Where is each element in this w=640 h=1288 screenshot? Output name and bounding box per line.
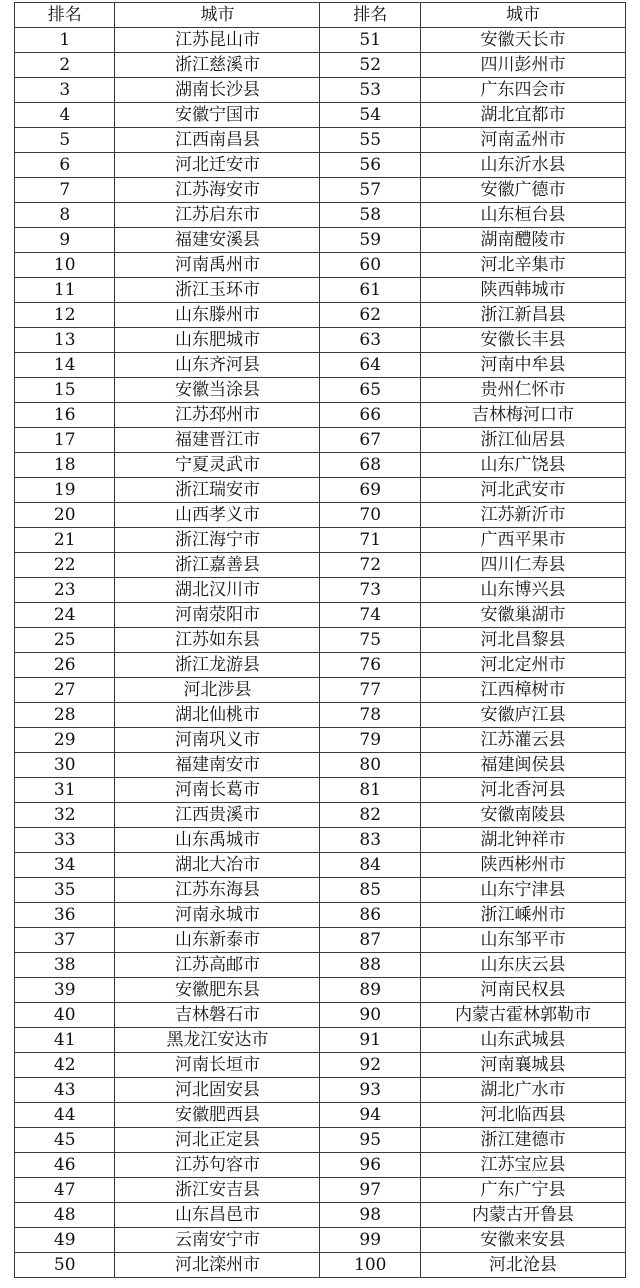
- table-row: [15, 1103, 626, 1128]
- city-cell: 江苏新沂市: [420, 503, 625, 528]
- city-cell: 江苏昆山市: [115, 28, 320, 53]
- rank-cell: 92: [320, 1053, 420, 1078]
- rank-cell: 93: [320, 1078, 420, 1103]
- table-row: [15, 328, 626, 353]
- city-cell: 湖北钟祥市: [420, 828, 625, 853]
- city-cell: 河南巩义市: [115, 728, 320, 753]
- header-row: [15, 3, 626, 28]
- city-cell: 浙江龙游县: [115, 653, 320, 678]
- city-cell: 山东滕州市: [115, 303, 320, 328]
- table-row: [15, 778, 626, 803]
- rank-cell: 69: [320, 478, 420, 503]
- rank-cell: 45: [15, 1128, 115, 1153]
- table-row: [15, 303, 626, 328]
- city-cell: 陕西韩城市: [420, 278, 625, 303]
- table-row: [15, 478, 626, 503]
- table-row: [15, 403, 626, 428]
- rank-cell: 62: [320, 303, 420, 328]
- city-cell: 浙江建德市: [420, 1128, 625, 1153]
- rank-cell: 43: [15, 1078, 115, 1103]
- rank-cell: 65: [320, 378, 420, 403]
- city-cell: 广西平果市: [420, 528, 625, 553]
- city-cell: 湖北宜都市: [420, 103, 625, 128]
- rank-cell: 2: [15, 53, 115, 78]
- table-row: [15, 1003, 626, 1028]
- city-cell: 广东广宁县: [420, 1178, 625, 1203]
- table-row: [15, 1128, 626, 1153]
- city-cell: 安徽来安县: [420, 1228, 625, 1253]
- city-cell: 湖北汉川市: [115, 578, 320, 603]
- city-cell: 安徽天长市: [420, 28, 625, 53]
- rank-cell: 71: [320, 528, 420, 553]
- rank-cell: 56: [320, 153, 420, 178]
- city-cell: 内蒙古开鲁县: [420, 1203, 625, 1228]
- city-cell: 福建南安市: [115, 753, 320, 778]
- table-row: [15, 553, 626, 578]
- table-row: [15, 928, 626, 953]
- table-row: [15, 453, 626, 478]
- table-row: [15, 1078, 626, 1103]
- city-cell: 安徽长丰县: [420, 328, 625, 353]
- rank-cell: 1: [15, 28, 115, 53]
- rank-cell: 26: [15, 653, 115, 678]
- city-cell: 四川仁寿县: [420, 553, 625, 578]
- rank-cell: 18: [15, 453, 115, 478]
- city-cell: 河北辛集市: [420, 253, 625, 278]
- rank-cell: 3: [15, 78, 115, 103]
- rank-cell: 68: [320, 453, 420, 478]
- rank-cell: 74: [320, 603, 420, 628]
- table-row: [15, 578, 626, 603]
- table-row: [15, 1203, 626, 1228]
- table-row: [15, 78, 626, 103]
- city-cell: 山西孝义市: [115, 503, 320, 528]
- rank-cell: 98: [320, 1203, 420, 1228]
- city-cell: 湖南长沙县: [115, 78, 320, 103]
- rank-cell: 30: [15, 753, 115, 778]
- rank-cell: 10: [15, 253, 115, 278]
- rank-cell: 84: [320, 853, 420, 878]
- table-row: [15, 753, 626, 778]
- city-cell: 江苏句容市: [115, 1153, 320, 1178]
- table-row: [15, 253, 626, 278]
- rank-cell: 44: [15, 1103, 115, 1128]
- table-row: [15, 203, 626, 228]
- rank-cell: 38: [15, 953, 115, 978]
- city-cell: 河北昌黎县: [420, 628, 625, 653]
- rank-cell: 52: [320, 53, 420, 78]
- rank-cell: 27: [15, 678, 115, 703]
- city-cell: 陕西彬州市: [420, 853, 625, 878]
- city-cell: 安徽肥东县: [115, 978, 320, 1003]
- rank-cell: 40: [15, 1003, 115, 1028]
- rank-cell: 54: [320, 103, 420, 128]
- rank-cell: 14: [15, 353, 115, 378]
- city-cell: 河南永城市: [115, 903, 320, 928]
- rank-cell: 82: [320, 803, 420, 828]
- city-cell: 浙江海宁市: [115, 528, 320, 553]
- rank-cell: 53: [320, 78, 420, 103]
- rank-cell: 60: [320, 253, 420, 278]
- city-cell: 江苏邳州市: [115, 403, 320, 428]
- city-cell: 山东桓台县: [420, 203, 625, 228]
- city-cell: 安徽巢湖市: [420, 603, 625, 628]
- table-row: [15, 353, 626, 378]
- city-cell: 河北临西县: [420, 1103, 625, 1128]
- table-row: [15, 28, 626, 53]
- rank-cell: 19: [15, 478, 115, 503]
- rank-cell: 75: [320, 628, 420, 653]
- rank-cell: 64: [320, 353, 420, 378]
- city-cell: 浙江慈溪市: [115, 53, 320, 78]
- city-cell: 河北香河县: [420, 778, 625, 803]
- rank-cell: 78: [320, 703, 420, 728]
- city-cell: 安徽宁国市: [115, 103, 320, 128]
- city-cell: 贵州仁怀市: [420, 378, 625, 403]
- city-cell: 江西樟树市: [420, 678, 625, 703]
- rank-cell: 72: [320, 553, 420, 578]
- table-row: [15, 128, 626, 153]
- city-cell: 河北武安市: [420, 478, 625, 503]
- city-cell: 河南襄城县: [420, 1053, 625, 1078]
- table-row: [15, 728, 626, 753]
- city-cell: 安徽肥西县: [115, 1103, 320, 1128]
- city-cell: 浙江仙居县: [420, 428, 625, 453]
- rank-cell: 15: [15, 378, 115, 403]
- city-cell: 湖南醴陵市: [420, 228, 625, 253]
- city-cell: 河北涉县: [115, 678, 320, 703]
- city-cell: 山东肥城市: [115, 328, 320, 353]
- city-cell: 河南荥阳市: [115, 603, 320, 628]
- city-cell: 浙江瑞安市: [115, 478, 320, 503]
- table-row: [15, 653, 626, 678]
- city-cell: 河北沧县: [420, 1253, 625, 1278]
- rank-cell: 89: [320, 978, 420, 1003]
- city-cell: 山东博兴县: [420, 578, 625, 603]
- city-cell: 福建闽侯县: [420, 753, 625, 778]
- table-row: [15, 628, 626, 653]
- rank-cell: 58: [320, 203, 420, 228]
- rank-cell: 66: [320, 403, 420, 428]
- rank-cell: 42: [15, 1053, 115, 1078]
- rank-cell: 59: [320, 228, 420, 253]
- rank-cell: 4: [15, 103, 115, 128]
- table-row: [15, 228, 626, 253]
- city-cell: 浙江嵊州市: [420, 903, 625, 928]
- table-row: [15, 878, 626, 903]
- city-cell: 江苏宝应县: [420, 1153, 625, 1178]
- city-cell: 湖北仙桃市: [115, 703, 320, 728]
- rank-cell: 86: [320, 903, 420, 928]
- rank-cell: 39: [15, 978, 115, 1003]
- rank-cell: 8: [15, 203, 115, 228]
- rank-cell: 13: [15, 328, 115, 353]
- rank-cell: 88: [320, 953, 420, 978]
- city-cell: 山东沂水县: [420, 153, 625, 178]
- rank-cell: 25: [15, 628, 115, 653]
- table-row: [15, 278, 626, 303]
- city-cell: 河北迁安市: [115, 153, 320, 178]
- table-row: [15, 1028, 626, 1053]
- table-row: [15, 1153, 626, 1178]
- city-cell: 浙江玉环市: [115, 278, 320, 303]
- rank-cell: 41: [15, 1028, 115, 1053]
- city-cell: 山东昌邑市: [115, 1203, 320, 1228]
- rank-cell: 17: [15, 428, 115, 453]
- rank-cell: 97: [320, 1178, 420, 1203]
- rank-cell: 48: [15, 1203, 115, 1228]
- table-row: [15, 703, 626, 728]
- rank-cell: 20: [15, 503, 115, 528]
- city-cell: 河南民权县: [420, 978, 625, 1003]
- rank-cell: 67: [320, 428, 420, 453]
- rank-cell: 35: [15, 878, 115, 903]
- city-cell: 江苏高邮市: [115, 953, 320, 978]
- rank-cell: 57: [320, 178, 420, 203]
- rank-cell: 16: [15, 403, 115, 428]
- rank-cell: 83: [320, 828, 420, 853]
- rank-cell: 33: [15, 828, 115, 853]
- city-cell: 河南长葛市: [115, 778, 320, 803]
- city-cell: 山东新泰市: [115, 928, 320, 953]
- table-row: [15, 603, 626, 628]
- table-row: [15, 378, 626, 403]
- rank-cell: 28: [15, 703, 115, 728]
- table-row: [15, 528, 626, 553]
- city-cell: 吉林梅河口市: [420, 403, 625, 428]
- city-cell: 山东禹城市: [115, 828, 320, 853]
- city-cell: 河南禹州市: [115, 253, 320, 278]
- city-cell: 宁夏灵武市: [115, 453, 320, 478]
- rank-cell: 47: [15, 1178, 115, 1203]
- rank-cell: 55: [320, 128, 420, 153]
- city-cell: 黑龙江安达市: [115, 1028, 320, 1053]
- rank-cell: 49: [15, 1228, 115, 1253]
- city-cell: 河南中牟县: [420, 353, 625, 378]
- rank-cell: 7: [15, 178, 115, 203]
- city-cell: 福建晋江市: [115, 428, 320, 453]
- rank-cell: 80: [320, 753, 420, 778]
- rank-cell: 100: [320, 1253, 420, 1278]
- city-cell: 安徽庐江县: [420, 703, 625, 728]
- rank-cell: 34: [15, 853, 115, 878]
- city-cell: 山东邹平市: [420, 928, 625, 953]
- city-cell: 山东庆云县: [420, 953, 625, 978]
- rank-cell: 22: [15, 553, 115, 578]
- city-cell: 江西贵溪市: [115, 803, 320, 828]
- table-row: [15, 53, 626, 78]
- city-cell: 河南孟州市: [420, 128, 625, 153]
- rank-cell: 76: [320, 653, 420, 678]
- table-row: [15, 953, 626, 978]
- rank-cell: 24: [15, 603, 115, 628]
- rank-cell: 94: [320, 1103, 420, 1128]
- table-body: [15, 28, 626, 1278]
- rank-cell: 96: [320, 1153, 420, 1178]
- city-cell: 浙江新昌县: [420, 303, 625, 328]
- city-cell: 江苏海安市: [115, 178, 320, 203]
- table-row: [15, 1228, 626, 1253]
- city-cell: 江西南昌县: [115, 128, 320, 153]
- city-cell: 山东宁津县: [420, 878, 625, 903]
- rank-cell: 9: [15, 228, 115, 253]
- city-cell: 江苏东海县: [115, 878, 320, 903]
- city-cell: 河北滦州市: [115, 1253, 320, 1278]
- city-cell: 湖北大冶市: [115, 853, 320, 878]
- city-cell: 云南安宁市: [115, 1228, 320, 1253]
- rank-cell: 63: [320, 328, 420, 353]
- rank-cell: 70: [320, 503, 420, 528]
- city-cell: 安徽当涂县: [115, 378, 320, 403]
- city-cell: 湖北广水市: [420, 1078, 625, 1103]
- rank-cell: 29: [15, 728, 115, 753]
- table-row: [15, 1253, 626, 1278]
- rank-cell: 5: [15, 128, 115, 153]
- table-row: [15, 978, 626, 1003]
- table-row: [15, 828, 626, 853]
- header-city-right: 城市: [420, 3, 625, 28]
- rank-cell: 37: [15, 928, 115, 953]
- rank-cell: 81: [320, 778, 420, 803]
- table-row: [15, 178, 626, 203]
- table-row: [15, 428, 626, 453]
- rank-cell: 91: [320, 1028, 420, 1053]
- rank-cell: 46: [15, 1153, 115, 1178]
- city-cell: 吉林磐石市: [115, 1003, 320, 1028]
- table-row: [15, 1053, 626, 1078]
- table-row: [15, 503, 626, 528]
- city-cell: 山东武城县: [420, 1028, 625, 1053]
- rank-cell: 51: [320, 28, 420, 53]
- rank-cell: 90: [320, 1003, 420, 1028]
- rank-cell: 36: [15, 903, 115, 928]
- table-row: [15, 153, 626, 178]
- rank-cell: 77: [320, 678, 420, 703]
- table-row: [15, 903, 626, 928]
- city-cell: 内蒙古霍林郭勒市: [420, 1003, 625, 1028]
- rank-cell: 61: [320, 278, 420, 303]
- table-row: [15, 853, 626, 878]
- city-cell: 江苏灌云县: [420, 728, 625, 753]
- city-cell: 四川彭州市: [420, 53, 625, 78]
- city-cell: 浙江安吉县: [115, 1178, 320, 1203]
- table-row: [15, 1178, 626, 1203]
- rank-cell: 23: [15, 578, 115, 603]
- table-row: [15, 803, 626, 828]
- rank-cell: 31: [15, 778, 115, 803]
- rank-cell: 12: [15, 303, 115, 328]
- rank-cell: 95: [320, 1128, 420, 1153]
- rank-cell: 6: [15, 153, 115, 178]
- rank-cell: 11: [15, 278, 115, 303]
- rank-cell: 21: [15, 528, 115, 553]
- table-row: [15, 678, 626, 703]
- city-cell: 浙江嘉善县: [115, 553, 320, 578]
- city-cell: 山东广饶县: [420, 453, 625, 478]
- rank-cell: 87: [320, 928, 420, 953]
- header-rank-right: 排名: [320, 3, 420, 28]
- header-city-left: 城市: [115, 3, 320, 28]
- rank-cell: 99: [320, 1228, 420, 1253]
- ranking-table: [14, 2, 626, 1278]
- rank-cell: 79: [320, 728, 420, 753]
- city-cell: 广东四会市: [420, 78, 625, 103]
- table-row: [15, 103, 626, 128]
- city-cell: 河北固安县: [115, 1078, 320, 1103]
- city-cell: 安徽广德市: [420, 178, 625, 203]
- city-cell: 安徽南陵县: [420, 803, 625, 828]
- rank-cell: 73: [320, 578, 420, 603]
- rank-cell: 32: [15, 803, 115, 828]
- city-cell: 福建安溪县: [115, 228, 320, 253]
- city-cell: 河北正定县: [115, 1128, 320, 1153]
- rank-cell: 85: [320, 878, 420, 903]
- rank-cell: 50: [15, 1253, 115, 1278]
- city-cell: 江苏如东县: [115, 628, 320, 653]
- city-cell: 河北定州市: [420, 653, 625, 678]
- city-cell: 山东齐河县: [115, 353, 320, 378]
- city-cell: 江苏启东市: [115, 203, 320, 228]
- header-rank-left: 排名: [15, 3, 115, 28]
- city-cell: 河南长垣市: [115, 1053, 320, 1078]
